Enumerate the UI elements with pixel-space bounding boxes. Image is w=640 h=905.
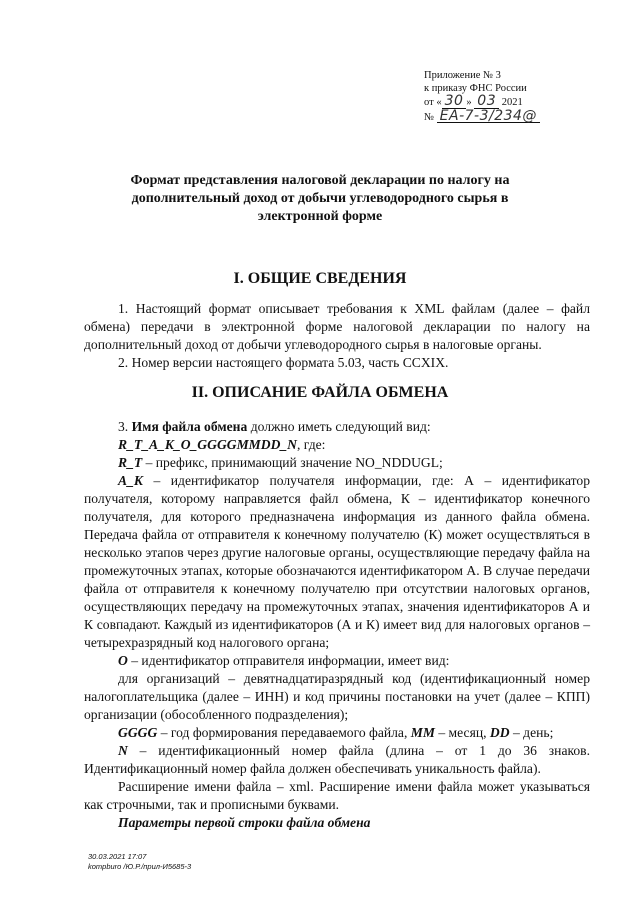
definition-date-parts: GGGG – год формирования передаваемого файла, MM – месяц, DD – день; — [118, 725, 554, 740]
approval-date: от « 30 » 03 2021 — [424, 93, 523, 109]
approval-number: № ЕА-7-3/234@ — [424, 110, 594, 125]
file-name-pattern: R_T_A_K_O_GGGGMMDD_N, где: — [118, 437, 326, 452]
file-name-term: Имя файла обмена — [131, 419, 248, 434]
approval-date-month: 03 — [474, 95, 499, 109]
approval-stamp — [424, 70, 594, 124]
definition-n: N – идентификационный номер файла (длина – от 1 до 36 знаков. Идентификационный номер файла должен обеспечивать уникальность файла). — [84, 743, 591, 776]
definition-ak: A_K – идентификатор получателя информации, где: А – идентификатор получателя, которому направляется файл обмена, К – идентификатор конечного получателя, для которого предназначена информация из данного файла обмена. Передача файла от отправителя к конечному получателю (К) может осуществляться в несколько этапов через другие налоговые органы, осуществляющие передачу файла на промежуточных этапах, которые обозначаются идентификатором А. В случае передачи файла от отправителя к конечному получателю при отсутствии налоговых органов, осуществляющих передачу на промежуточных этапах, значения идентификаторов А и К совпадают. Каждый из идентификаторов (А и К) имеет вид для налоговых органов – четырехразрядный код налогового органа; — [84, 473, 590, 650]
approval-date-year: 2021 — [501, 97, 523, 108]
paragraph-1: 1. Настоящий формат описывает требования к XML файлам (далее – файл обмена) передачи в электронной форме налоговой декларации по налогу на дополнительный доход от добычи углеводородного сырья в налоговые органы. — [84, 301, 590, 352]
approval-date-day: 30 — [442, 95, 467, 109]
definition-o: O – идентификатор отправителя информации, имеет вид: — [118, 653, 450, 668]
definition-rt: R_T – префикс, принимающий значение NO_NDDUGL; — [118, 455, 443, 470]
footer-author: kompburo /Ю.Р./прил-И5685-3 — [88, 861, 192, 871]
section-2-body — [84, 418, 590, 832]
approval-line-1: Приложение № 3 — [424, 70, 501, 81]
first-line-params-heading: Параметры первой строки файла обмена — [118, 815, 371, 830]
footer-timestamp: 30.03.2021 17:07 — [88, 852, 147, 861]
paragraph-2: 2. Номер версии настоящего формата 5.03, часть CCXIX. — [118, 355, 449, 370]
extension-paragraph: Расширение имени файла – xml. Расширение имени файла может указываться как строчными, так и прописными буквами. — [84, 779, 590, 812]
section-1-heading: I. ОБЩИЕ СВЕДЕНИЯ — [233, 270, 407, 287]
document-title: Формат представления налоговой декларации по налогу на дополнительный доход от добычи углеводородного сырья в электронной форме — [130, 173, 510, 224]
definition-organizations: для организаций – девятнадцатиразрядный код (идентификационный номер налогоплательщика (далее – ИНН) и код причины постановки на учет (далее – КПП) организации (обособленного подразделения); — [84, 671, 590, 722]
footer-meta — [88, 852, 191, 871]
approval-line-2: к приказу ФНС России — [424, 82, 527, 94]
paragraph-3: 3. Имя файла обмена должно иметь следующий вид: — [118, 419, 431, 434]
approval-number-value: ЕА-7-3/234@ — [437, 110, 540, 124]
section-1-body — [84, 300, 590, 372]
section-2-heading: II. ОПИСАНИЕ ФАЙЛА ОБМЕНА — [191, 384, 449, 401]
